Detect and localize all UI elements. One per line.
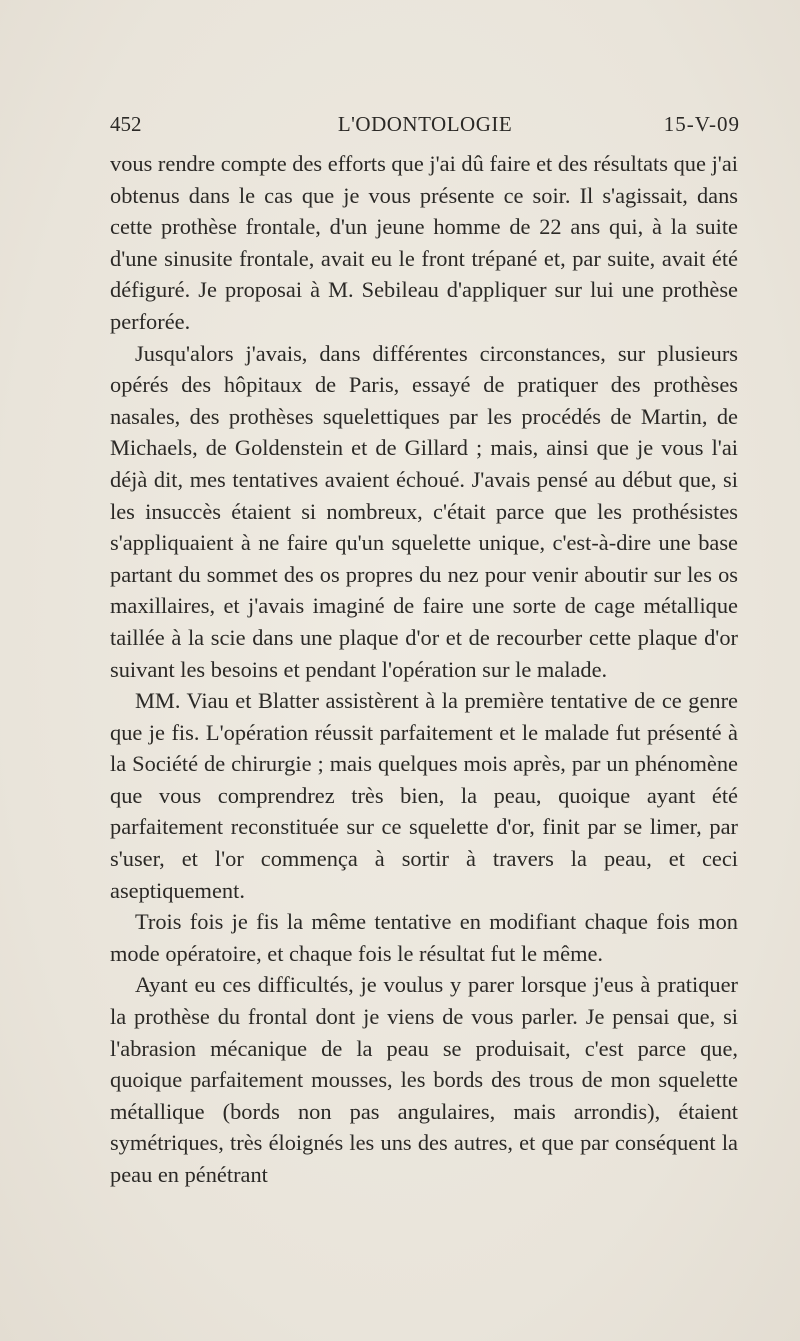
paragraph-2: Jusqu'alors j'avais, dans différentes circonstances, sur plusieurs opérés des hôpitaux de Paris, essayé de pratiquer des prothèses nasales, des prothèses squelettiques par les procédés de Martin, de Michaels, de Goldenstein et de Gillard ; mais, ainsi que je vous l'ai déjà dit, mes tentatives avaient échoué. J'avais pensé au début que, si les insuccès étaient si nombreux, c'était parce que les prothésistes s'appliquaient à ne faire qu'un squelette unique, c'est-à-dire une base partant du sommet des os propres du nez pour venir aboutir sur les os maxillaires, et j'avais imaginé de faire une sorte de cage métallique taillée à la scie dans une plaque d'or et de recourber cette plaque d'or suivant les besoins et pendant l'opération sur le malade. (110, 340, 738, 682)
paragraph-1: vous rendre compte des efforts que j'ai dû faire et des résultats que j'ai obtenus dans le cas que je vous présente ce soir. Il s'agissait, dans cette prothèse frontale, d'un jeune homme de 22 ans qui, à la suite d'une sinusite frontale, avait eu le front trépané et, par suite, avait été défiguré. Je proposai à M. Sebileau d'appliquer sur lui une prothèse perforée. (110, 151, 738, 334)
body-text (110, 148, 738, 1191)
paragraph-3: MM. Viau et Blatter assistèrent à la première tentative de ce genre que je fis. L'opération réussit parfaitement et le malade fut présenté à la Société de chirurgie ; mais quelques mois après, par un phénomène que vous comprendrez très bien, la peau, quoique ayant été parfaitement reconstituée sur ce squelette d'or, finit par se limer, par s'user, et l'or commença à sortir à travers la peau, et ceci aseptiquement. (110, 688, 738, 903)
paragraph-5: Ayant eu ces difficultés, je voulus y parer lorsque j'eus à pratiquer la prothèse du frontal dont je viens de vous parler. Je pensai que, si l'abrasion mécanique de la peau se produisait, c'est parce que, quoique parfaitement mousses, les bords des trous de mon squelette métallique (bords non pas angulaires, mais arrondis), étaient symétriques, très éloignés les uns des autres, et que par conséquent la peau en pénétrant (110, 972, 738, 1187)
running-header (110, 112, 740, 142)
paragraph-4: Trois fois je fis la même tentative en modifiant chaque fois mon mode opératoire, et chaque fois le résultat fut le même. (110, 909, 738, 966)
page-number: 452 (110, 112, 142, 136)
issue-date: 15-V-09 (663, 112, 740, 136)
running-title: L'ODONTOLOGIE (337, 112, 513, 136)
